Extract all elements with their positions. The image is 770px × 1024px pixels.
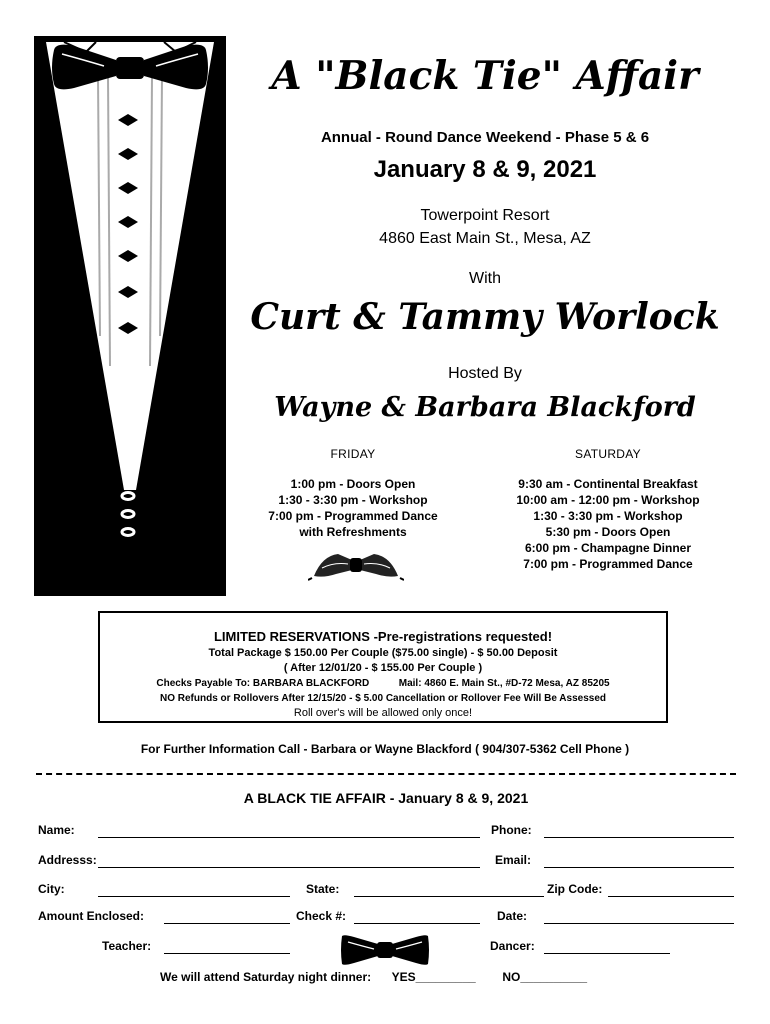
teacher-label: Teacher:: [102, 939, 152, 953]
address-field[interactable]: [98, 867, 480, 868]
instructors-name: Curt & Tammy Worlock: [250, 296, 720, 338]
schedule-item: 9:30 am - Continental Breakfast: [518, 477, 698, 491]
contact-info: For Further Information Call - Barbara or Wayne Blackford ( 904/307-5362 Cell Phone ): [140, 742, 630, 756]
schedule-item: 7:00 pm - Programmed Dance: [268, 509, 438, 523]
late-price: ( After 12/01/20 - $ 155.00 Per Couple ): [283, 662, 483, 674]
venue: [240, 204, 730, 250]
schedule-item: 1:00 pm - Doors Open: [290, 477, 416, 491]
tuxedo-illustration: [34, 36, 226, 596]
check-label: Check #:: [296, 909, 347, 923]
event-subtitle: Annual - Round Dance Weekend - Phase 5 & 6: [320, 129, 650, 146]
zip-field[interactable]: [608, 896, 734, 897]
payment-info: [100, 676, 666, 691]
saturday-heading: SATURDAY: [575, 447, 641, 461]
dinner-label: We will attend Saturday night dinner:: [160, 970, 372, 984]
friday-heading: FRIDAY: [330, 447, 376, 461]
hosted-by-label: Hosted By: [448, 365, 522, 382]
email-label: Email:: [495, 853, 532, 867]
checks-payable: Checks Payable To: BARBARA BLACKFORD: [156, 678, 370, 689]
form-title: A BLACK TIE AFFAIR - January 8 & 9, 2021: [243, 790, 529, 806]
friday-schedule: [248, 446, 458, 540]
schedule-item: with Refreshments: [299, 525, 407, 539]
amount-label: Amount Enclosed:: [38, 909, 145, 923]
dinner-question: [160, 970, 587, 984]
name-label: Name:: [38, 823, 75, 837]
teacher-field[interactable]: [164, 953, 290, 954]
saturday-schedule: [498, 446, 718, 572]
phone-label: Phone:: [491, 823, 532, 837]
city-label: City:: [38, 882, 65, 896]
schedule-item: 7:00 pm - Programmed Dance: [523, 557, 693, 571]
reservations-heading: LIMITED RESERVATIONS -Pre-registrations requested!: [213, 629, 553, 644]
event-date: January 8 & 9, 2021: [373, 156, 597, 183]
bowtie-icon: [340, 934, 430, 966]
reservations-box: [98, 611, 668, 723]
state-label: State:: [306, 882, 340, 896]
schedule-item: 1:30 - 3:30 pm - Workshop: [533, 509, 683, 523]
check-field[interactable]: [354, 923, 480, 924]
city-field[interactable]: [98, 896, 290, 897]
rollover-note: Roll over's will be allowed only once!: [293, 707, 473, 719]
with-label: With: [469, 270, 501, 287]
date-field[interactable]: [544, 923, 734, 924]
small-bowtie-icon: [308, 546, 404, 582]
schedule-item: 10:00 am - 12:00 pm - Workshop: [516, 493, 700, 507]
address-label: Addresss:: [38, 853, 97, 867]
dancer-label: Dancer:: [490, 939, 535, 953]
dinner-no-option[interactable]: NO__________: [502, 970, 588, 984]
mail-address: Mail: 4860 E. Main St., #D-72 Mesa, AZ 85205: [398, 678, 610, 689]
date-label: Date:: [497, 909, 528, 923]
venue-name: Towerpoint Resort: [420, 207, 550, 224]
schedule-item: 5:30 pm - Doors Open: [545, 525, 671, 539]
package-price: Total Package $ 150.00 Per Couple ($75.00 single) - $ 50.00 Deposit: [208, 647, 558, 659]
schedule-item: 6:00 pm - Champagne Dinner: [524, 541, 692, 555]
state-field[interactable]: [354, 896, 544, 897]
hosts-name: Wayne & Barbara Blackford: [274, 392, 696, 423]
event-title: A "Black Tie" Affair: [271, 53, 699, 99]
cut-line: [36, 773, 736, 775]
name-field[interactable]: [98, 837, 480, 838]
zip-label: Zip Code:: [547, 882, 603, 896]
schedule-item: 1:30 - 3:30 pm - Workshop: [278, 493, 428, 507]
email-field[interactable]: [544, 867, 734, 868]
amount-field[interactable]: [164, 923, 290, 924]
venue-address: 4860 East Main St., Mesa, AZ: [379, 230, 591, 247]
phone-field[interactable]: [544, 837, 734, 838]
dinner-yes-option[interactable]: YES_________: [391, 970, 476, 984]
refund-policy: NO Refunds or Rollovers After 12/15/20 - $ 5.00 Cancellation or Rollover Fee Will Be Assessed: [160, 693, 606, 704]
dancer-field[interactable]: [544, 953, 670, 954]
